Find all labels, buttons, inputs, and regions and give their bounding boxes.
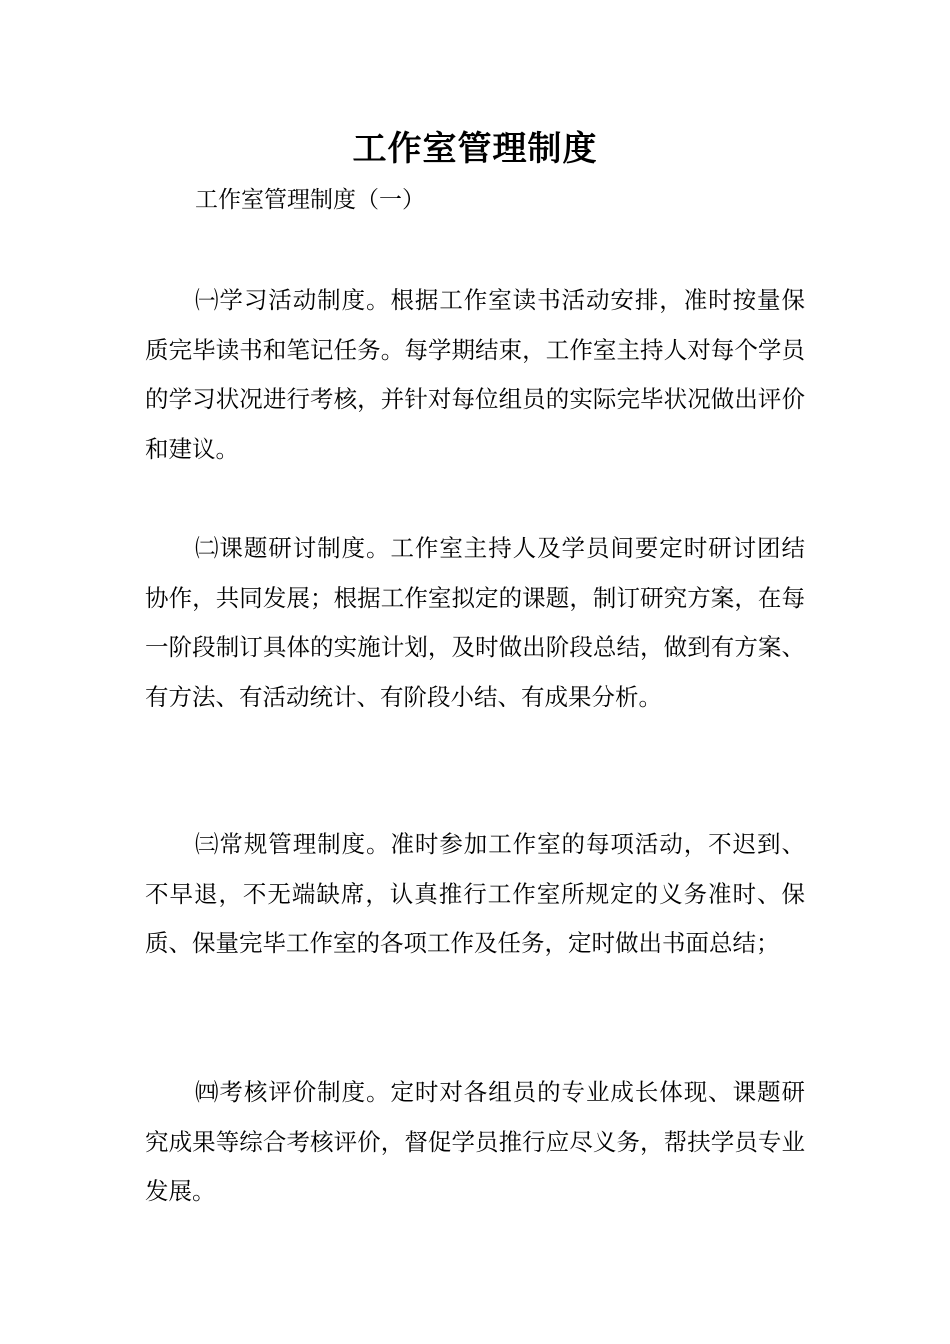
paragraph-routine-management: ㈢常规管理制度。准时参加工作室的每项活动，不迟到、不早退，不无端缺席，认真推行工作室所规定的义务准时、保质、保量完毕工作室的各项工作及任务，定时做出书面总结； <box>145 830 805 957</box>
paragraph-study-activity: ㈠学习活动制度。根据工作室读书活动安排，准时按量保质完毕读书和笔记任务。每学期结束，工作室主持人对每个学员的学习状况进行考核，并针对每位组员的实际完毕状况做出评价和建议。 <box>145 286 805 463</box>
paragraph-research-discussion: ㈡课题研讨制度。工作室主持人及学员间要定时研讨团结协作，共同发展；根据工作室拟定的课题，制订研究方案，在每一阶段制订具体的实施计划，及时做出阶段总结，做到有方案、有方法、有活动统计、有阶段小结、有成果分析。 <box>145 534 805 711</box>
section-subtitle: 工作室管理制度（一） <box>195 187 425 213</box>
page-title: 工作室管理制度 <box>352 129 598 169</box>
paragraph-assessment-evaluation: ㈣考核评价制度。定时对各组员的专业成长体现、课题研究成果等综合考核评价，督促学员推行应尽义务，帮扶学员专业发展。 <box>145 1078 805 1205</box>
